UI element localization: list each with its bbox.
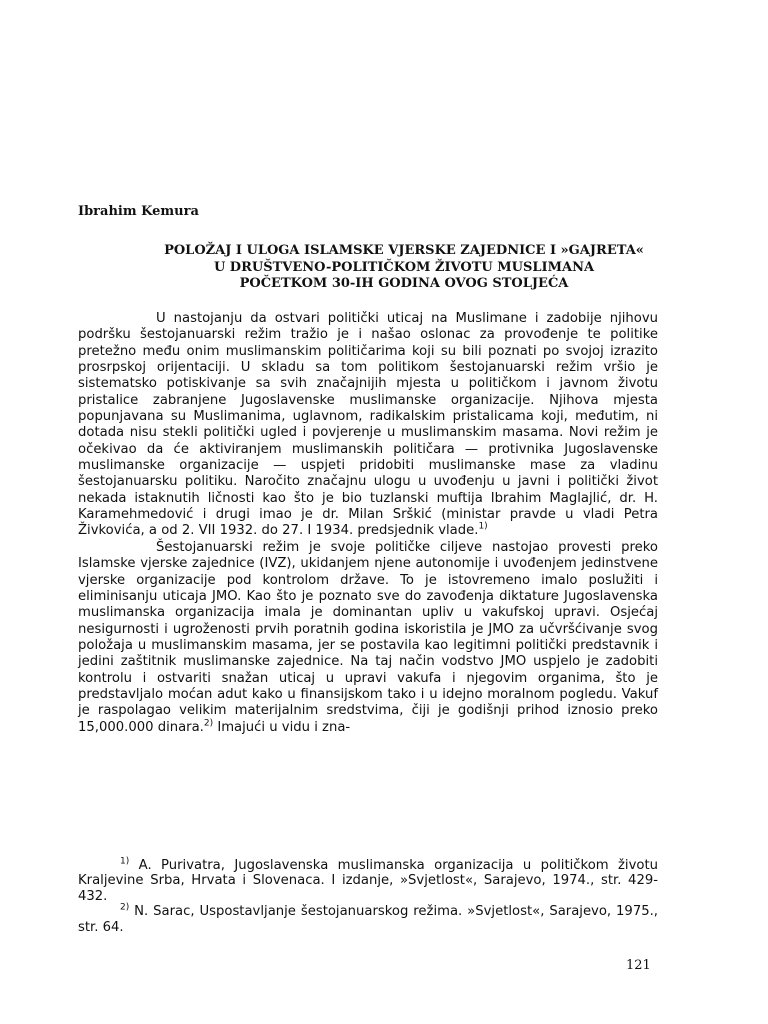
footnote-1: [78, 858, 658, 904]
paragraph-text: Šestojanuarski režim je svoje političke ciljeve nastojao provesti preko Islamske vjerske zajednice (IVZ), ukidanjem njene autonomije i uvođenjem jedinstvene vjerske organizacije pod kontrolom države. To je istovremeno imalo poslužiti i eliminisanju uticaja JMO. Kao što je poznato sve do zavođenja diktature Jugoslavenska muslimanska organizacija imala je dominantan upliv u vakufskoj upravi. Osjećaj nesigurnosti i ugroženosti prvih poratnih godina iskoristila je JMO za učvršćivanje svog položaja u muslimanskim masama, jer se postavila kao legitimni politički predstavnik i jedini zaštitnik muslimanske zajednice. Na taj način vodstvo JMO uspjelo je zadobiti kontrolu i ostvariti snažan uticaj u upravi vakufa i njegovim organima, što je predstavljalo moćan adut kako u finansijskom tako i u idejno moralnom pogledu. Vakuf je raspolagao velikim materijalnim sredstvima, čiji je godišnji prihod iznosio preko 15,000.000 dinara.: [78, 539, 658, 735]
page-number: 121: [626, 958, 651, 973]
body-paragraph-2: [78, 540, 658, 736]
title-line-3: POČETKOM 30-IH GODINA OVOG STOLJEĆA: [239, 276, 569, 291]
footnote-mark: 1): [120, 856, 130, 867]
article-body: [78, 311, 658, 736]
footnote-mark: 2): [120, 902, 130, 913]
title-line-1: POLOŽAJ I ULOGA ISLAMSKE VJERSKE ZAJEDNICE I »GAJRETA«: [164, 243, 644, 258]
footnote-text: N. Sarac, Uspostavljanje šestojanuarskog režima. »Svjetlost«, Sarajevo, 1975., str. 64.: [78, 904, 658, 935]
footnote-text: A. Purivatra, Jugoslavenska muslimanska organizacija u političkom životu Kraljevine Srba, Hrvata i Slovenaca. I izdanje, »Svjetlost«, Sarajevo, 1974., str. 429-432.: [78, 858, 658, 904]
article-title: [78, 243, 730, 293]
author-name: Ibrahim Kemura: [78, 204, 199, 219]
paragraph-text: U nastojanju da ostvari politički uticaj na Muslimane i zadobije njihovu podršku šestojanuarski režim tražio je i našao oslonac za provođenje te politike pretežno među onim muslimanskim političarima koji su bili poznati po svojoj izrazito prosrpskoj orijentaciji. U skladu sa tom politikom šestojanuarski režim vršio je sistematsko potiskivanje sa svih značajnijih mjesta u političkom i javnom životu pristalice zabranjene Jugoslavenske muslimanske organizacije. Njihova mjesta popunjavana su Muslimanima, uglavnom, radikalskim pristalicama koji, međutim, ni dotada nisu stekli politički ugled i povjerenje u muslimanskim masama. Novi režim je očekivao da će aktiviranjem muslimanskih političara — protivnika Jugoslavenske muslimanske organizacije — uspjeti pridobiti muslimanske mase za vladinu šestojanuarsku politiku. Naročito značajnu ulogu u uvođenju u javni i politički život nekada istaknutih ličnosti kao što je bio tuzlanski muftija Ibrahim Maglajlić, dr. H. Karamehmedović i drugi imao je dr. Milan Srškić (ministar pravde u vladi Petra Živkovića, a od 2. VII 1932. do 27. I 1934. predsjednik vlade.: [78, 311, 658, 539]
paragraph-tail: Imajući u vidu i zna-: [213, 719, 351, 735]
body-paragraph-1: [78, 311, 658, 540]
footnote-reference: 2): [203, 718, 214, 729]
title-line-2: U DRUŠTVENO-POLITIČKOM ŽIVOTU MUSLIMANA: [213, 259, 595, 275]
footnotes: [78, 858, 658, 935]
footnote-2: [78, 904, 658, 935]
footnote-reference: 1): [478, 522, 488, 533]
